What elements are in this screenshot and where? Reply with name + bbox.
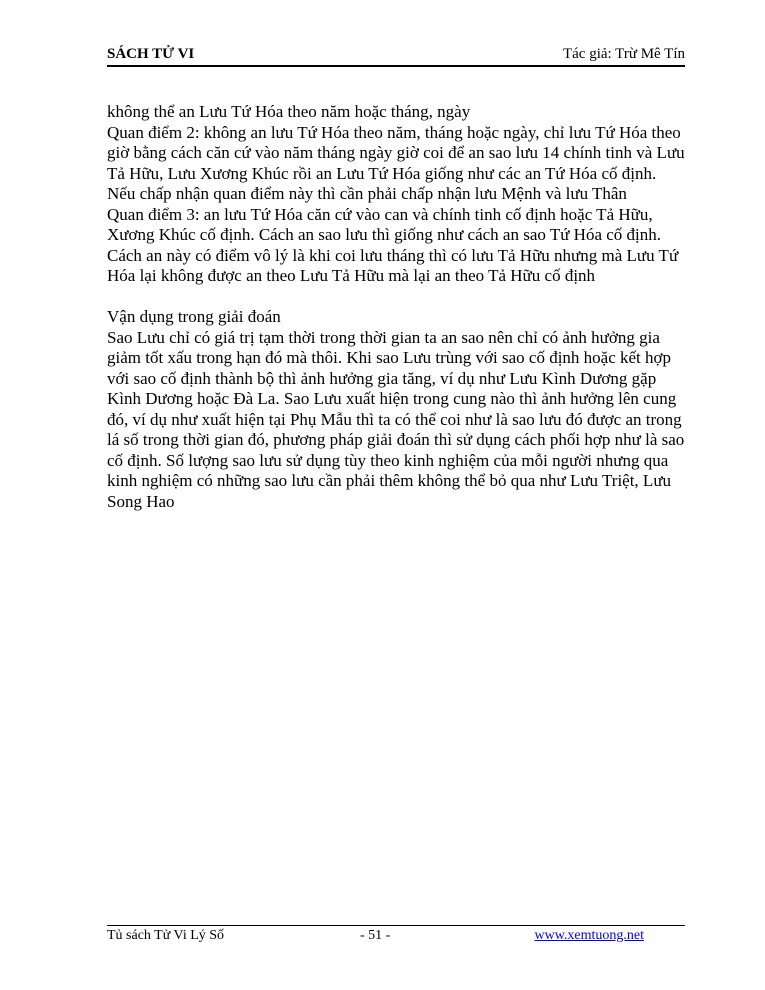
author-label: Tác giả: Trừ Mê Tín	[562, 46, 685, 62]
section-heading: Vận dụng trong giải đoán	[107, 307, 281, 326]
book-title: SÁCH TỬ VI	[107, 46, 195, 62]
website-link[interactable]: www.xemtuong.net	[534, 928, 644, 943]
paragraph-viewpoint-2: Quan điểm 2: không an lưu Tứ Hóa theo năm, tháng hoặc ngày, chỉ lưu Tứ Hóa theo giờ bằng cách căn cứ vào năm tháng ngày giờ coi để an sao lưu 14 chính tinh và Lưu Tả Hữu, Lưu Xương Khúc rồi an Lưu Tứ Hóa giống như các an Tứ Hóa cố định. Nếu chấp nhận quan điểm này thì cần phải chấp nhận lưu Mệnh và lưu Thân	[107, 122, 685, 203]
paragraph-viewpoint-3: Quan điểm 3: an lưu Tứ Hóa căn cứ vào can và chính tinh cố định hoặc Tả Hữu, Xương Khúc cố định. Cách an sao lưu thì giống như cách an sao Tứ Hóa cố định. Cách an này có điểm vô lý là khi coi lưu tháng thì có lưu Tả Hữu nhưng mà Lưu Tứ Hóa lại không được an theo Lưu Tả Hữu mà lại an theo Tả Hữu cố định	[107, 204, 679, 285]
document-body	[107, 102, 687, 512]
header-divider	[107, 65, 685, 67]
footer-divider	[107, 925, 685, 926]
paragraph-application: Sao Lưu chỉ có giá trị tạm thời trong thời gian ta an sao nên chỉ có ảnh hưởng gia giảm tốt xấu trong hạn đó mà thôi. Khi sao Lưu trùng với sao cố định hoặc kết hợp với sao cố định thành bộ thì ảnh hưởng gia tăng, ví dụ như Lưu Kình Dương gặp Kình Dương hoặc Đà La. Sao Lưu xuất hiện trong cung nào thì ảnh hưởng lên cung đó, ví dụ như xuất hiện tại Phụ Mẫu thì ta có thể coi như là sao lưu đó được an trong lá số trong thời gian đó, phương pháp giải đoán thì sử dụng cách phối hợp như là sao cố định. Số lượng sao lưu sử dụng tùy theo kinh nghiệm của mỗi người nhưng qua kinh nghiệm có những sao lưu cần phải thêm không thể bỏ qua như Lưu Triệt, Lưu Song Hao	[107, 327, 685, 511]
page-header	[107, 45, 685, 67]
footer-series-label: Tủ sách Tử Vi Lý Số	[107, 928, 225, 943]
page-footer	[107, 928, 685, 948]
page-number: - 51 -	[360, 928, 391, 943]
paragraph-spacer	[107, 287, 687, 308]
paragraph-continuation: không thể an Lưu Tứ Hóa theo năm hoặc tháng, ngày	[107, 102, 471, 121]
